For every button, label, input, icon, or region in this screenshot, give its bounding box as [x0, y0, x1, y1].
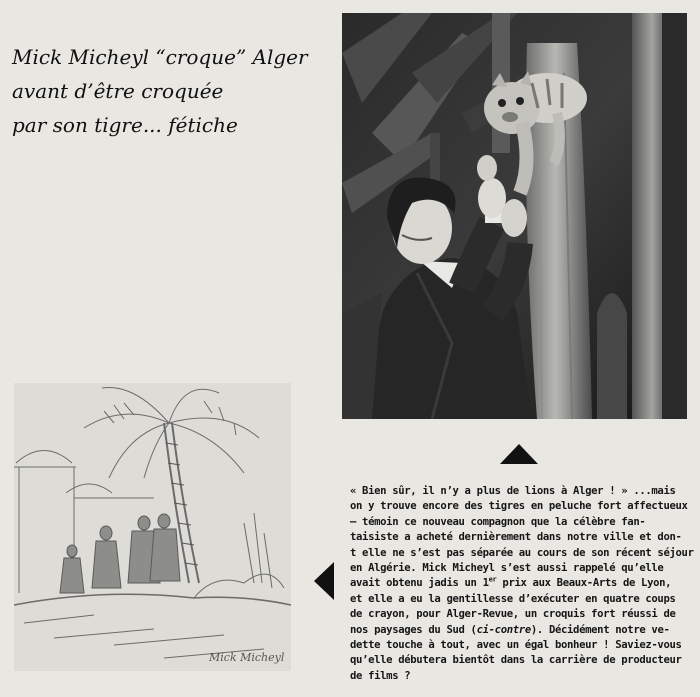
article-line: qu’elle débutera bientôt dans la carrière de producteur: [350, 654, 682, 667]
article-line-part: prix aux Beaux-Arts de Lyon,: [496, 577, 672, 590]
article-line-part: ). Décidément notre ve-: [530, 623, 670, 636]
headline: [12, 40, 342, 142]
ordinal-superscript: er: [488, 575, 497, 584]
article-line: de films ?: [350, 669, 411, 682]
article-line: taisiste a acheté dernièrement dans notre ville et don-: [350, 531, 682, 544]
headline-line-2: avant d’être croquée: [12, 79, 224, 103]
pencil-sketch-palm-and-figures: [14, 383, 291, 671]
article-line: de crayon, pour Alger-Revue, un croquis fort réussi de: [350, 608, 676, 621]
article-line: [350, 576, 696, 591]
pointer-triangle-up: [500, 444, 538, 464]
article-line: [350, 623, 696, 638]
article-line: en Algérie. Mick Micheyl s’est aussi rappelé qu’elle: [350, 562, 664, 575]
article-line: — témoin ce nouveau compagnon que la célèbre fan-: [350, 515, 646, 528]
article-line: et elle a eu la gentillesse d’exécuter en quatre coups: [350, 592, 676, 605]
article-line: « Bien sûr, il n’y a plus de lions à Alger ! » ...mais: [350, 485, 676, 497]
article-line: t elle ne s’est pas séparée au cours de son récent séjour: [350, 546, 694, 559]
photo-mick-micheyl-with-tiger: [342, 13, 687, 419]
article-italic-ref: ci-contre: [476, 623, 531, 636]
article-line: dette touche à tout, avec un égal bonheur ! Saviez-vous: [350, 639, 682, 652]
article-text: [350, 484, 696, 684]
article-line-part: avait obtenu jadis un 1: [350, 577, 489, 590]
headline-line-3: par son tigre... fétiche: [12, 113, 238, 137]
headline-line-1: Mick Micheyl “croque” Alger: [12, 45, 308, 69]
article-line-part: nos paysages du Sud (: [350, 623, 477, 636]
article-line: on y trouve encore des tigres en peluche fort affectueux: [350, 500, 688, 513]
pointer-triangle-left: [314, 562, 334, 600]
sketch-signature: Mick Micheyl: [209, 651, 285, 664]
